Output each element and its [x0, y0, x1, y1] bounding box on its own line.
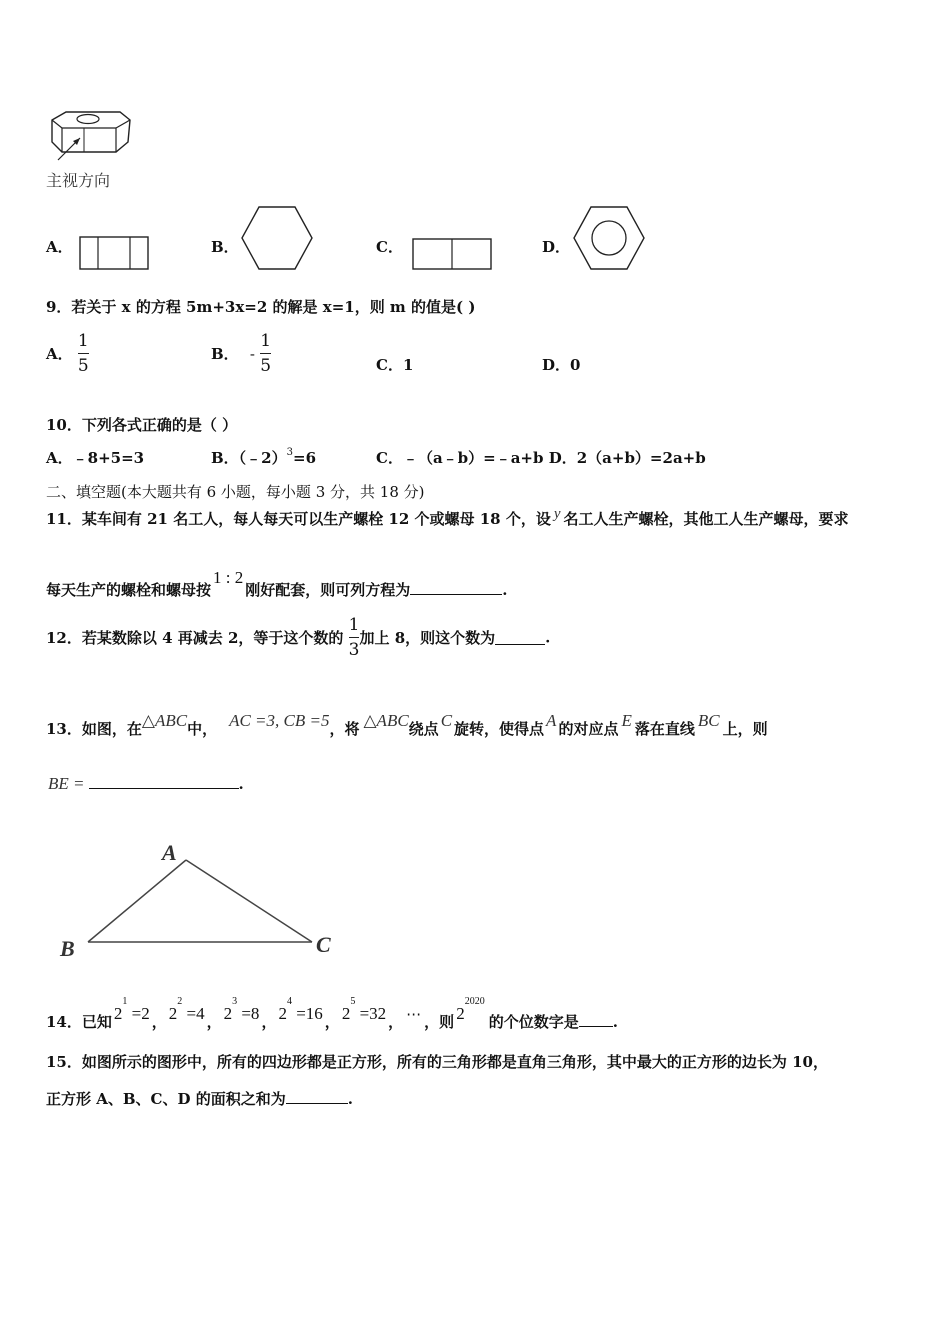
power-base: 2: [456, 1004, 465, 1023]
comma: ，: [324, 1013, 340, 1031]
q13-answer-blank[interactable]: [89, 774, 239, 789]
q12-post: 加上 8，则这个数为: [359, 629, 496, 647]
fraction-numerator: 1: [260, 331, 272, 351]
q13-line-bc: BC: [697, 711, 720, 730]
q14-pre: 14．已知: [46, 1013, 112, 1031]
q14-term-3: [223, 996, 260, 1023]
comma: ，: [388, 1013, 404, 1031]
q9-option-b: [211, 330, 271, 377]
power-value: =4: [186, 1004, 205, 1023]
q12-pre: 12．若某数除以 4 再减去 2，等于这个数的: [46, 629, 344, 647]
power-base: 2: [168, 1004, 178, 1023]
q13-p5: 旋转，使得点: [454, 720, 545, 738]
q14-post: 的个位数字是: [488, 1013, 579, 1031]
q11-ratio: 1 : 2: [213, 568, 244, 587]
q12-line: [46, 614, 550, 661]
q14-then: ，则: [424, 1013, 455, 1031]
fraction-denominator: 5: [77, 356, 89, 376]
q15-answer-blank[interactable]: [286, 1089, 348, 1104]
q11-variable-y: y: [553, 506, 561, 522]
q14-term-4: [278, 996, 323, 1023]
q8-option-b-label: B．: [211, 238, 239, 256]
q11-line2-post: 刚好配套，则可列方程为: [245, 581, 411, 599]
q10-option-b: [211, 447, 316, 468]
q13-be-label: BE =: [48, 774, 85, 793]
q8-option-d-label: D．: [542, 238, 571, 256]
q11-answer-blank[interactable]: [410, 580, 502, 595]
q9-option-b-label: B．: [211, 345, 239, 363]
q14-term-5: [341, 996, 387, 1023]
q9-option-b-fraction: [260, 330, 271, 377]
q13-point-e: E: [621, 711, 632, 730]
power-exponent: 2020: [464, 996, 485, 1007]
view-direction-label: 主视方向: [46, 171, 111, 190]
q8-option-b-shape: [240, 205, 314, 271]
q9-option-c: C．1: [376, 356, 414, 374]
q11-end: .: [502, 581, 508, 599]
power-value: =16: [296, 1004, 323, 1023]
q13-p2: 中，: [187, 720, 218, 738]
q13-triangle-figure: [56, 838, 346, 968]
q10-option-a: A．﹣8+5=3: [46, 449, 145, 467]
q13-condition: AC =3, CB =5: [229, 711, 330, 730]
q13-figure-label-c: C: [316, 932, 331, 957]
power-value: =2: [131, 1004, 150, 1023]
comma: ，: [261, 1013, 277, 1031]
power-exponent: 1: [122, 996, 128, 1007]
power-exponent: 5: [350, 996, 356, 1007]
fraction-denominator: 3: [348, 640, 360, 660]
q14-dots: ⋯: [406, 1005, 422, 1023]
q13-point-a: A: [546, 711, 557, 730]
q12-end: .: [545, 628, 551, 647]
q9-option-a-label: A．: [46, 345, 73, 363]
q13-p8: 上，则: [722, 720, 768, 738]
fraction-denominator: 5: [260, 356, 272, 376]
triangle-side-ac: [186, 860, 312, 942]
q11-line1-pre: 11．某车间有 21 名工人，每人每天可以生产螺栓 12 个或螺母 18 个，设: [46, 510, 551, 528]
power-base: 2: [278, 1004, 287, 1023]
q11-line2: [46, 568, 508, 600]
q8-option-c-label: C．: [376, 238, 403, 256]
q8-option-c-shape: [411, 237, 493, 271]
power-base: 2: [113, 1004, 123, 1023]
q9-stem: 9．若关于 x 的方程 5m+3x=2 的解是 x=1，则 m 的值是( ): [46, 298, 476, 316]
q13-figure-label-b: B: [60, 936, 75, 961]
power-value: =32: [359, 1004, 387, 1023]
q13-p6: 的对应点: [558, 720, 619, 738]
q9-option-d: D．0: [542, 356, 581, 374]
q14-big-power: [456, 996, 485, 1023]
q13-p4: 绕点: [408, 720, 439, 738]
q13-line2: [48, 774, 244, 794]
q8-option-a-label: A．: [46, 238, 73, 256]
q8-option-d-shape: [572, 205, 646, 271]
q13-point-c: C: [440, 711, 453, 730]
triangle-side-ab: [88, 860, 186, 942]
q10-option-b-exponent: 3: [286, 447, 293, 458]
power-exponent: 4: [286, 996, 292, 1007]
q15-end: .: [347, 1090, 353, 1108]
q13-p1: 13．如图，在: [46, 720, 142, 738]
section-2-title: 二、填空题(本大题共有 6 小题，每小题 3 分，共 18 分): [46, 483, 425, 501]
power-exponent: 3: [232, 996, 238, 1007]
q13-triangle-abc: △ABC: [141, 711, 188, 730]
q13-end: .: [238, 775, 244, 793]
q9-option-a-fraction: [78, 330, 89, 377]
q13-p7: 落在直线: [634, 720, 695, 738]
q13-line1: [46, 711, 768, 739]
q14-end: .: [612, 1013, 618, 1031]
nut-figure: [44, 108, 134, 168]
q14-answer-blank[interactable]: [579, 1012, 613, 1027]
q10-option-b-pre: B．（﹣2）: [211, 449, 287, 467]
power-exponent: 2: [177, 996, 183, 1007]
q13-p3: ，将: [329, 720, 360, 738]
q9-option-a: [46, 330, 89, 377]
q10-options-cd: C．﹣（a﹣b）=﹣a+b D．2（a+b）=2a+b: [376, 449, 706, 467]
q11-line1: [46, 506, 849, 529]
power-base: 2: [341, 1004, 351, 1023]
q11-line2-pre: 每天生产的螺栓和螺母按: [46, 581, 212, 599]
q8-option-a-shape: [78, 235, 150, 271]
q9-option-b-sign: -: [249, 344, 255, 363]
q14-term-1: [113, 996, 150, 1023]
q13-figure-label-a: A: [162, 840, 177, 865]
q10-option-b-post: =6: [293, 449, 317, 467]
q12-fraction: [349, 614, 360, 661]
q12-answer-blank[interactable]: [495, 630, 545, 645]
fraction-numerator: 1: [348, 615, 360, 635]
power-value: =8: [241, 1004, 260, 1023]
q13-triangle-abc-2: △ABC: [363, 711, 409, 730]
q15-line1: 15．如图所示的图形中，所有的四边形都是正方形，所有的三角形都是直角三角形，其中最大的正方形的边长为 10，: [46, 1053, 828, 1071]
q11-line1-post: 名工人生产螺栓，其他工人生产螺母，要求: [563, 510, 849, 528]
q15-line2: [46, 1088, 353, 1109]
q14-line: [46, 996, 618, 1032]
comma: ，: [151, 1013, 167, 1031]
q15-line2-text: 正方形 A、B、C、D 的面积之和为: [46, 1090, 286, 1108]
comma: ，: [206, 1013, 222, 1031]
power-base: 2: [223, 1004, 233, 1023]
fraction-numerator: 1: [77, 331, 89, 351]
q10-stem: 10．下列各式正确的是（ ）: [46, 416, 238, 434]
q14-term-2: [168, 996, 205, 1023]
